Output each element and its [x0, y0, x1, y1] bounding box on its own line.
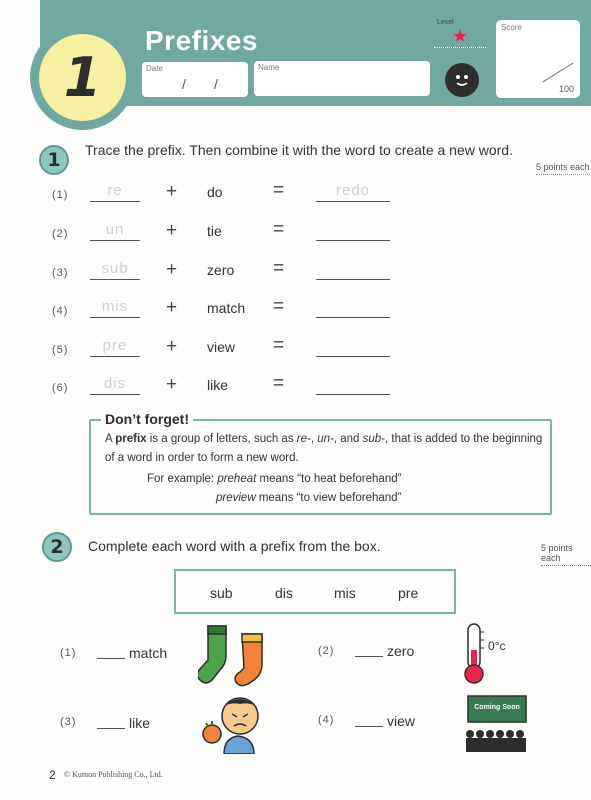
tip-example-1: For example: preheat means “to heat beforehand” — [147, 473, 402, 485]
base-word: view — [207, 339, 236, 355]
score-total: 100 — [558, 84, 574, 94]
answer-blank[interactable] — [316, 240, 390, 241]
thermometer-icon — [460, 622, 520, 686]
prefix-choice: sub — [210, 585, 233, 601]
row-number: (3) — [52, 267, 69, 279]
item-number: (1) — [60, 647, 77, 659]
prefix-word-box — [174, 569, 456, 614]
score-label: Score — [501, 23, 522, 32]
score-box[interactable] — [496, 20, 580, 98]
coming-soon-theater-icon — [462, 694, 532, 754]
level-line — [434, 47, 486, 48]
equals-sign: = — [273, 296, 285, 317]
exercise-2-item: zero — [355, 643, 414, 659]
socks-icon — [198, 624, 276, 688]
row-number: (2) — [52, 228, 69, 240]
tip-line-1: A prefix is a group of letters, such as re-, un-, and sub-, that is added to the beginning — [105, 433, 543, 445]
answer-blank[interactable] — [316, 317, 390, 318]
exercise-2-item: like — [97, 715, 150, 731]
item-number: (2) — [318, 645, 335, 657]
exercise-1-row — [0, 220, 591, 250]
trace-prefix: un — [105, 221, 125, 238]
lesson-badge — [30, 25, 135, 130]
dont-forget-box — [89, 411, 552, 515]
answer-blank[interactable] — [316, 279, 390, 280]
answer-blank[interactable] — [97, 658, 125, 659]
prefix-choice: mis — [334, 585, 356, 601]
trace-line — [90, 279, 140, 280]
exercise-2-points: 5 points each — [541, 543, 591, 566]
level-label: Level — [437, 19, 454, 26]
equals-sign: = — [273, 373, 285, 394]
prefix-choice: dis — [275, 585, 293, 601]
copyright: © Kumon Publishing Co., Ltd. — [64, 770, 163, 779]
row-number: (5) — [52, 344, 69, 356]
answer-blank[interactable] — [316, 356, 390, 357]
date-separator: / — [182, 76, 186, 92]
plus-sign: + — [166, 259, 178, 280]
exercise-1-row — [0, 259, 591, 289]
exercise-1-points: 5 points each — [536, 162, 590, 175]
lesson-badge-inner — [39, 34, 126, 121]
tip-example-2: preview means “to view beforehand” — [216, 492, 402, 504]
exercise-1-row — [0, 336, 591, 366]
answer-blank[interactable] — [97, 728, 125, 729]
equals-sign: = — [273, 219, 285, 240]
item-number: (4) — [318, 714, 335, 726]
exercise-1-number: 1 — [39, 145, 69, 175]
base-word: like — [207, 377, 229, 393]
answer-trace: redo — [335, 182, 371, 199]
exercise-2-item: view — [355, 713, 415, 729]
date-label: Date — [146, 64, 163, 73]
base-word: do — [207, 184, 223, 200]
exercise-2-item: match — [97, 645, 167, 661]
trace-line — [90, 394, 140, 395]
date-separator: / — [214, 76, 218, 92]
exercise-1-instruction: Trace the prefix. Then combine it with the word to create a new word. — [85, 142, 513, 158]
row-number: (6) — [52, 382, 69, 394]
answer-blank[interactable] — [355, 726, 383, 727]
score-divider — [542, 63, 573, 83]
exercise-1-row — [0, 297, 591, 327]
row-number: (1) — [52, 189, 69, 201]
base-word: tie — [207, 223, 222, 239]
base-word: match — [207, 300, 246, 316]
thermometer-label: 0°c — [488, 639, 506, 653]
page-title: Prefixes — [145, 25, 258, 56]
lesson-number: 1 — [63, 46, 102, 109]
trace-line — [90, 356, 140, 357]
equals-sign: = — [273, 180, 285, 201]
trace-prefix: mis — [101, 298, 129, 315]
exercise-2-instruction: Complete each word with a prefix from the box. — [88, 538, 381, 554]
name-label: Name — [258, 63, 280, 72]
plus-sign: + — [166, 181, 178, 202]
answer-blank[interactable] — [316, 201, 390, 202]
prefix-choice: pre — [398, 585, 419, 601]
name-field[interactable] — [254, 61, 430, 96]
dont-forget-title: Don’t forget! — [101, 411, 193, 427]
exercise-1-row — [0, 374, 591, 404]
equals-sign: = — [273, 335, 285, 356]
sign-text: Coming Soon — [474, 704, 520, 711]
exercise-2-number: 2 — [42, 532, 72, 562]
trace-prefix: dis — [103, 375, 127, 392]
equals-sign: = — [273, 258, 285, 279]
answer-blank[interactable] — [316, 394, 390, 395]
trace-prefix: sub — [101, 260, 129, 277]
face-icon — [445, 63, 479, 97]
plus-sign: + — [166, 336, 178, 357]
trace-prefix: pre — [102, 337, 128, 354]
plus-sign: + — [166, 297, 178, 318]
item-number: (3) — [60, 716, 77, 728]
disgusted-boy-icon — [198, 692, 270, 754]
trace-line — [90, 240, 140, 241]
trace-line — [90, 201, 140, 202]
row-number: (4) — [52, 305, 69, 317]
star-icon: ★ — [452, 26, 469, 46]
plus-sign: + — [166, 220, 178, 241]
trace-line — [90, 317, 140, 318]
base-word: zero — [207, 262, 235, 278]
date-field[interactable] — [142, 62, 248, 97]
exercise-1-row — [0, 181, 591, 211]
plus-sign: + — [166, 374, 178, 395]
answer-blank[interactable] — [355, 656, 383, 657]
tip-line-2: of a word in order to form a new word. — [105, 452, 299, 464]
page-number: 2 — [49, 768, 56, 782]
trace-prefix: re — [107, 182, 123, 199]
